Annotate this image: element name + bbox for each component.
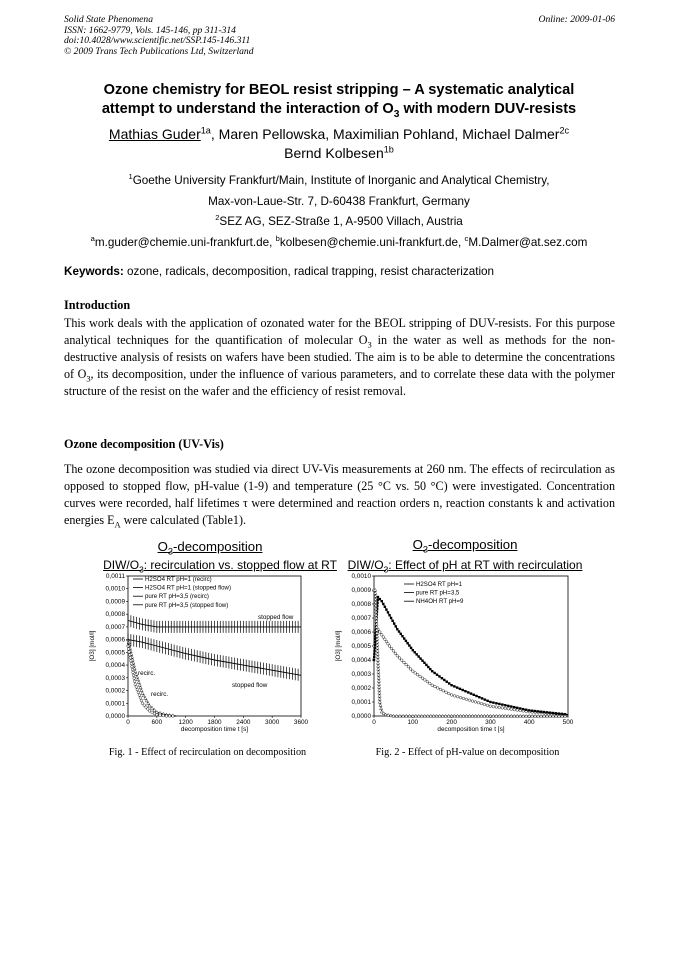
- data-point: [421, 660, 423, 662]
- data-point: [409, 668, 412, 671]
- data-point: [450, 684, 452, 686]
- data-point: [382, 603, 384, 605]
- data-point: [424, 679, 427, 682]
- y-tick-label: 0,0007: [105, 623, 125, 631]
- y-axis-label: [O3] [mol/l]: [335, 630, 342, 662]
- intro-heading: Introduction: [64, 298, 131, 312]
- data-point: [379, 598, 381, 600]
- data-point: [136, 688, 139, 691]
- data-point: [379, 631, 382, 634]
- data-point: [549, 711, 551, 713]
- data-point: [377, 676, 380, 679]
- y-tick-label: 0,0004: [351, 657, 371, 664]
- data-point: [501, 703, 503, 705]
- data-point: [423, 662, 425, 664]
- series-line-3: [374, 590, 568, 716]
- data-point: [467, 691, 469, 693]
- data-point: [410, 647, 412, 649]
- data-point: [456, 686, 458, 688]
- fig2-chart: [332, 570, 578, 742]
- data-point: [426, 680, 429, 683]
- x-tick-label: 500: [562, 719, 574, 726]
- x-tick-label: 2400: [236, 719, 251, 726]
- y-tick-label: 0,0008: [351, 601, 371, 608]
- data-point: [141, 691, 144, 694]
- data-point: [374, 647, 376, 649]
- data-point: [456, 695, 459, 698]
- data-point: [395, 625, 397, 627]
- legend-entry: pure RT pH=3,5 (recirc): [145, 593, 209, 601]
- data-point: [387, 611, 389, 613]
- data-point: [507, 705, 509, 707]
- data-point: [377, 596, 379, 598]
- data-point: [419, 675, 422, 678]
- x-tick-label: 300: [485, 719, 496, 726]
- data-point: [448, 682, 450, 684]
- data-point: [376, 649, 379, 652]
- data-point: [481, 697, 483, 699]
- y-tick-label: 0,0005: [351, 643, 371, 650]
- y-tick-label: 0,0004: [105, 662, 125, 670]
- data-point: [376, 661, 379, 664]
- legend-entry: NH4OH RT pH=9: [416, 598, 464, 606]
- fig1-subtitle: DIW/$O_3$: recirculation vs. stopped flow at RT: [103, 558, 337, 575]
- data-point: [398, 657, 401, 660]
- data-point: [446, 681, 448, 683]
- data-point: [439, 688, 442, 691]
- data-point: [516, 709, 519, 712]
- data-point: [436, 687, 439, 690]
- data-point: [133, 680, 136, 683]
- y-tick-label: 0,0006: [351, 629, 371, 636]
- data-point: [127, 641, 130, 644]
- y-tick-label: 0,0005: [105, 649, 125, 657]
- data-point: [127, 648, 130, 651]
- data-point: [492, 701, 494, 703]
- data-point: [461, 689, 463, 691]
- data-point: [504, 704, 506, 706]
- x-tick-label: 1800: [207, 719, 222, 726]
- series-line-2: [374, 597, 568, 715]
- data-point: [546, 711, 548, 713]
- data-point: [516, 707, 518, 709]
- data-point: [407, 666, 410, 669]
- data-point: [400, 659, 403, 662]
- data-point: [486, 704, 489, 707]
- data-point: [453, 695, 456, 698]
- data-point: [132, 671, 135, 674]
- paper-title: [40, 81, 638, 119]
- legend-entry: pure RT pH=3,5 (stopped flow): [145, 601, 229, 609]
- affiliation-1-address: Max-von-Laue-Str. 7, D-60438 Frankfurt, Germany: [208, 195, 470, 208]
- data-point: [129, 659, 132, 662]
- data-point: [376, 652, 379, 655]
- data-point: [489, 701, 491, 703]
- data-point: [433, 672, 435, 674]
- intro-paragraph: This work deals with the application of ozonated water for the BEOL stripping of DUV-resists. For this purpose analytical techniques for the quantification of molecular $O_3$ in the water as well as methods for the non-destructive analysis of resists on wafers have been studied. The aim is to be able to determine the concentrations of $O_3$, its decomposition, under the influence of various parameters, and to correlate these data with the polymer structure of the resist on the wafer and the efficiency of resist removal.: [64, 316, 615, 398]
- corresponding-author: Mathias Guder: [108, 126, 201, 142]
- data-point: [543, 711, 545, 713]
- data-point: [428, 682, 431, 685]
- legend-entry: H2SO4 RT pH=1: [416, 581, 463, 588]
- y-tick-label: 0,0000: [105, 713, 125, 720]
- data-point: [519, 707, 521, 709]
- data-point: [414, 672, 417, 675]
- data-point: [132, 674, 135, 677]
- data-point: [459, 696, 462, 699]
- series-line-1: [374, 629, 568, 714]
- data-point: [162, 714, 165, 717]
- online-date: Online: 2009-01-06: [538, 14, 615, 25]
- title-line-1: Ozone chemistry for BEOL resist stripping – A systematic analytical: [103, 82, 575, 98]
- journal-copyright: © 2009 Trans Tech Publications Ltd, Switzerland: [64, 45, 254, 57]
- data-point: [159, 714, 162, 717]
- data-point: [377, 679, 380, 682]
- data-point: [471, 700, 474, 703]
- data-point: [504, 707, 507, 710]
- x-tick-label: 600: [151, 719, 163, 726]
- data-point: [373, 656, 375, 658]
- y-tick-label: 0,0001: [351, 699, 371, 706]
- data-point: [450, 694, 453, 697]
- fig2-subtitle: DIW/$O_3$: Effect of pH at RT with recirculation: [347, 558, 583, 575]
- data-point: [501, 707, 504, 710]
- data-point: [151, 711, 154, 714]
- data-point: [534, 710, 536, 712]
- data-point: [510, 708, 513, 711]
- legend-entry: pure RT pH=3,5: [416, 589, 460, 597]
- x-tick-label: 0: [372, 719, 376, 726]
- data-point: [419, 657, 421, 659]
- data-point: [165, 715, 168, 718]
- affiliation-2: $^2$SEZ AG, SEZ-Straße 1, A-9500 Villach, Austria: [215, 213, 463, 228]
- data-point: [401, 635, 403, 637]
- data-point: [477, 701, 480, 704]
- data-point: [135, 686, 138, 689]
- data-point: [400, 633, 402, 635]
- data-point: [140, 689, 143, 692]
- y-tick-label: 0,0011: [105, 573, 125, 580]
- journal-doi: doi:10.4028/www.scientific.net/SSP.145-146.311: [64, 35, 251, 47]
- data-point: [495, 702, 497, 704]
- data-point: [396, 628, 398, 630]
- data-point: [528, 709, 530, 711]
- data-point: [139, 697, 142, 700]
- data-point: [391, 620, 393, 622]
- data-point: [510, 705, 512, 707]
- x-tick-label: 3000: [265, 719, 280, 726]
- y-tick-label: 0,0010: [351, 573, 371, 580]
- data-point: [380, 710, 383, 713]
- data-point: [384, 606, 386, 608]
- legend-entry: H2SO4 RT pH=1 (recirc): [145, 576, 212, 583]
- data-point: [492, 705, 495, 708]
- data-point: [129, 656, 132, 659]
- data-point: [405, 663, 408, 666]
- data-point: [552, 712, 554, 714]
- data-point: [373, 650, 375, 652]
- y-tick-label: 0,0008: [105, 611, 125, 619]
- data-point: [140, 699, 143, 702]
- x-tick-label: 1200: [178, 719, 193, 726]
- data-point: [172, 715, 175, 718]
- data-point: [405, 640, 407, 642]
- data-point: [134, 683, 137, 686]
- data-point: [498, 706, 501, 709]
- data-point: [441, 677, 443, 679]
- x-tick-label: 200: [446, 719, 457, 726]
- data-point: [417, 655, 419, 657]
- data-point: [377, 667, 380, 670]
- data-point: [131, 665, 134, 668]
- data-point: [453, 685, 455, 687]
- data-point: [373, 659, 375, 661]
- y-tick-label: 0,0009: [351, 587, 371, 594]
- y-tick-label: 0,0003: [105, 674, 125, 682]
- x-axis-label: decomposition time t [s]: [437, 726, 505, 733]
- data-point: [379, 704, 382, 707]
- data-point: [425, 664, 427, 666]
- data-point: [408, 644, 410, 646]
- data-point: [480, 702, 483, 705]
- data-point: [377, 673, 380, 676]
- data-point: [168, 715, 171, 718]
- data-point: [138, 694, 141, 697]
- y-tick-label: 0,0010: [105, 585, 125, 593]
- data-point: [431, 684, 434, 687]
- data-point: [443, 679, 445, 681]
- data-point: [381, 600, 383, 602]
- y-tick-label: 0,0002: [351, 685, 371, 692]
- fig1-chart: [86, 570, 322, 742]
- data-point: [525, 709, 527, 711]
- data-point: [431, 670, 433, 672]
- data-point: [376, 643, 379, 646]
- chart-annotation: recirc.: [151, 691, 169, 698]
- data-point: [128, 651, 131, 654]
- author-emails: $^a$m.guder@chemie.uni-frankfurt.de, $^b$kolbesen@chemie.uni-frankfurt.de, $^c$M.Dalmer@at.sez.com: [90, 234, 588, 249]
- data-point: [498, 703, 500, 705]
- data-point: [385, 608, 387, 610]
- last-author: Bernd Kolbesen: [284, 145, 384, 161]
- data-point: [464, 690, 466, 692]
- plot-frame: [374, 576, 568, 716]
- data-point: [137, 681, 140, 684]
- data-point: [448, 692, 451, 695]
- x-tick-label: 100: [407, 719, 419, 726]
- data-point: [377, 682, 380, 685]
- data-point: [398, 630, 400, 632]
- data-point: [429, 668, 431, 670]
- ozone-paragraph: The ozone decomposition was studied via direct UV-Vis measurements at 260 nm. The effects of recirculation as opposed to stopped flow, pH-value (1-9) and temperature (25 °C vs. 50 °C) were investigated. Concentration curves were recorded, half lifetimes τ were determined and reaction orders n, reaction constants k and activation energies $E_A$ were calculated (Table1).: [64, 462, 615, 530]
- y-tick-label: 0,0009: [105, 598, 125, 606]
- data-point: [507, 707, 510, 710]
- data-point: [468, 699, 471, 702]
- data-point: [412, 649, 414, 651]
- data-point: [133, 677, 136, 680]
- data-point: [414, 651, 416, 653]
- chart-annotation: stopped flow: [258, 614, 294, 621]
- data-point: [378, 697, 381, 700]
- y-axis-label: [O3] [mol/l]: [89, 630, 96, 662]
- data-point: [128, 654, 131, 657]
- data-point: [376, 646, 379, 649]
- data-point: [415, 653, 417, 655]
- data-point: [427, 666, 429, 668]
- y-tick-label: 0,0002: [105, 687, 125, 695]
- data-point: [421, 677, 424, 680]
- data-point: [388, 614, 390, 616]
- fig2-title: $O_3$-decomposition: [412, 537, 518, 555]
- y-tick-label: 0,0006: [105, 636, 125, 644]
- data-point: [473, 694, 475, 696]
- data-point: [148, 710, 151, 713]
- data-point: [378, 685, 381, 688]
- data-point: [462, 697, 465, 700]
- data-point: [478, 696, 480, 698]
- journal-issn: ISSN: 1662-9779, Vols. 145-146, pp 311-314: [64, 24, 236, 36]
- data-point: [137, 691, 140, 694]
- data-point: [131, 668, 134, 671]
- data-point: [377, 670, 380, 673]
- data-point: [393, 622, 395, 624]
- y-tick-label: 0,0001: [105, 700, 125, 708]
- author-list: Mathias Guder$^{1a}$, Maren Pellowska, Maximilian Pohland, Michael Dalmer$^{2c}$ Bernd Kolbesen$^{1b}$: [108, 125, 570, 161]
- data-point: [483, 703, 486, 706]
- data-point: [412, 670, 415, 673]
- data-point: [489, 705, 492, 708]
- x-tick-label: 3600: [293, 719, 309, 726]
- data-point: [378, 688, 381, 691]
- data-point: [403, 661, 406, 664]
- data-point: [442, 690, 445, 693]
- data-point: [470, 692, 472, 694]
- data-point: [138, 683, 141, 686]
- x-axis-label: decomposition time t [s]: [180, 726, 249, 733]
- data-point: [540, 710, 542, 712]
- data-point: [513, 708, 516, 711]
- fig1-caption: Fig. 1 - Effect of recirculation on decomposition: [108, 747, 307, 758]
- data-point: [156, 713, 159, 716]
- data-point: [445, 691, 448, 694]
- data-point: [436, 674, 438, 676]
- data-point: [394, 652, 397, 655]
- co-authors: , Maren Pellowska, Maximilian Pohland, Michael Dalmer: [210, 126, 560, 142]
- journal-name: Solid State Phenomena: [64, 14, 153, 25]
- x-tick-label: 400: [523, 719, 535, 726]
- data-point: [378, 694, 381, 697]
- data-point: [378, 691, 381, 694]
- data-point: [513, 706, 515, 708]
- data-point: [380, 707, 383, 710]
- chart-annotation: recirc.: [138, 670, 156, 677]
- data-point: [373, 653, 375, 655]
- data-point: [434, 685, 437, 688]
- affiliation-1: $^1$Goethe University Frankfurt/Main, Institute of Inorganic and Analytical Chemistry,: [128, 172, 550, 187]
- data-point: [474, 701, 477, 704]
- data-point: [495, 706, 498, 709]
- fig2-caption: Fig. 2 - Effect of pH-value on decomposition: [375, 747, 560, 758]
- data-point: [486, 700, 488, 702]
- keywords: Keywords: ozone, radicals, decomposition, radical trapping, resist characterization: [64, 265, 495, 278]
- x-tick-label: 0: [126, 719, 130, 726]
- data-point: [416, 673, 419, 676]
- ozone-heading: Ozone decomposition (UV-Vis): [64, 437, 224, 451]
- chart-annotation: stopped flow: [232, 682, 268, 689]
- data-point: [376, 658, 379, 661]
- journal-header: [64, 15, 254, 57]
- y-tick-label: 0,0000: [351, 713, 371, 720]
- data-point: [403, 637, 405, 639]
- data-point: [406, 642, 408, 644]
- data-point: [465, 698, 468, 701]
- data-point: [376, 655, 379, 658]
- data-point: [130, 662, 133, 665]
- data-point: [392, 650, 395, 653]
- data-point: [390, 617, 392, 619]
- fig1-title: $O_3$-decomposition: [157, 539, 263, 557]
- legend-entry: H2SO4 RT pH=1 (stopped flow): [145, 584, 231, 592]
- data-point: [377, 664, 380, 667]
- data-point: [522, 708, 524, 710]
- data-point: [438, 675, 440, 677]
- data-point: [139, 686, 142, 689]
- title-line-2: attempt to understand the interaction of $O_3$ with modern DUV-resists: [101, 101, 577, 120]
- data-point: [390, 647, 393, 650]
- data-point: [396, 655, 399, 658]
- data-point: [378, 700, 381, 703]
- y-tick-label: 0,0003: [351, 671, 371, 678]
- y-tick-label: 0,0007: [351, 615, 371, 622]
- data-point: [537, 710, 539, 712]
- data-point: [459, 688, 461, 690]
- data-point: [388, 645, 391, 648]
- data-point: [484, 698, 486, 700]
- data-point: [153, 712, 156, 715]
- data-point: [531, 710, 533, 712]
- data-point: [136, 678, 139, 681]
- data-point: [475, 695, 477, 697]
